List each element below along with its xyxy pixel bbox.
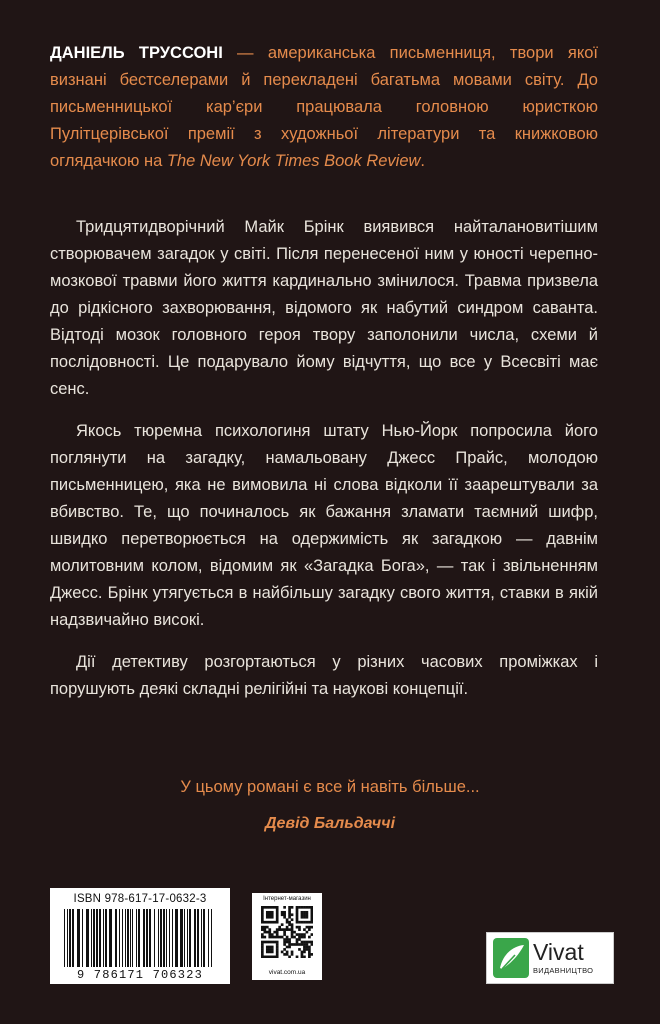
- description-paragraph: Якось тюремна психологиня штату Нью-Йорк попросила його поглянути на загадку, намальовану Джесс Прайс, молодою письменницею, яка не вимовила ні слова відколи її заарештували за вбивство. Те, що починалось як бажання зламати таємний шифр, швидко перетворюється на одержимість як загадкою — давнім молитовним колом, відомим як «Загадка Бога», — так і звільненням Джесс. Брінк утягується в найбільшу загадку свого життя, ставки в якій надзвичайно високі.: [50, 422, 598, 629]
- blurb-author: Девід Бальдаччі: [264, 815, 396, 832]
- description-paragraph: Дії детективу розгортаються у різних часових проміжках і порушують деякі складні релігійні та наукові концепції.: [50, 653, 598, 698]
- barcode-digits: 9 786171 706323: [76, 968, 204, 982]
- barcode-bars: [64, 909, 216, 967]
- isbn-barcode: [50, 888, 230, 984]
- publisher-name: Vivat: [533, 939, 584, 965]
- author-bio: [50, 40, 598, 175]
- description-paragraph: Тридцятидворічний Майк Брінк виявився найталановитішим створювачем загадок у світі. Після перенесеної ним у юності черепно-мозкової травми його життя кардинально змінилося. Травма призвела до рідкісного захворювання, відомого як набутий синдром саванта. Відтоді мозок головного героя твору заполонили числа, схеми й послідовності. Це подарувало йому відчуття, що все у Всесвіті має сенс.: [50, 218, 598, 398]
- qr-code-icon: [261, 906, 313, 958]
- publisher-subtitle: ВИДАВНИЦТВО: [533, 966, 594, 975]
- vivat-leaf-icon: [493, 938, 529, 978]
- qr-code-block: [252, 893, 322, 980]
- publication-name: The New York Times Book Review: [166, 152, 421, 170]
- author-name: ДАНІЕЛЬ ТРУССОНІ: [50, 44, 223, 62]
- qr-url: vivat.com.ua: [268, 969, 306, 976]
- blurb-quote: У цьому романі є все й навіть більше...: [180, 778, 480, 796]
- bio-text: — американська письменниця, твори якої визнані бестселерами й перекладені багатьма мовами світу. До письменницької кар’єри працювала головною юристкою Пулітцерівської премії з художньої літератури та книжковою оглядачкою на: [50, 44, 598, 170]
- qr-label: Інтернет-магазин: [263, 896, 311, 902]
- bio-end: .: [420, 152, 426, 170]
- publisher-logo: [486, 932, 614, 984]
- book-description: [50, 214, 598, 718]
- isbn-text: ISBN 978-617-17-0632-3: [73, 893, 207, 905]
